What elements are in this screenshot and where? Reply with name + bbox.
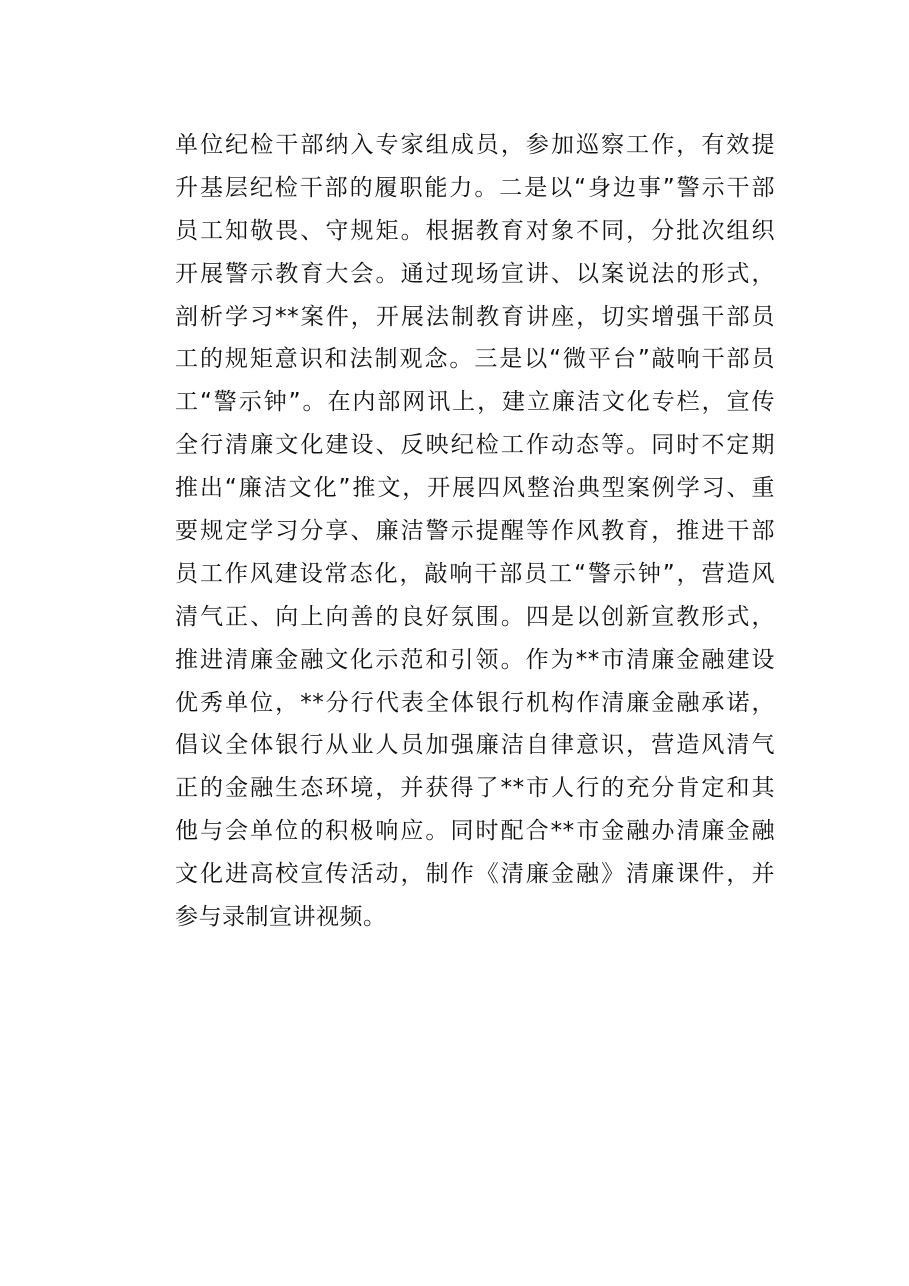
paragraph-line: 员工作风建设常态化，敲响干部员工“警示钟”，营造风 <box>175 560 775 587</box>
paragraph-line: 他与会单位的积极响应。同时配合**市金融办清廉金融 <box>175 818 775 845</box>
paragraph-line: 单位纪检干部纳入专家组成员，参加巡察工作，有效提 <box>175 132 775 158</box>
paragraph-line: 推出“廉洁文化”推文，开展四风整治典型案例学习、重 <box>175 475 775 502</box>
body-paragraph <box>175 124 775 939</box>
paragraph-line: 全行清廉文化建设、反映纪检工作动态等。同时不定期 <box>175 432 775 459</box>
paragraph-line: 要规定学习分享、廉洁警示提醒等作风教育，推进干部 <box>175 518 775 545</box>
paragraph-line: 开展警示教育大会。通过现场宣讲、以案说法的形式， <box>175 260 775 287</box>
paragraph-line: 剖析学习**案件，开展法制教育讲座，切实增强干部员 <box>175 303 775 330</box>
paragraph-line: 员工知敬畏、守规矩。根据教育对象不同，分批次组织 <box>175 217 775 244</box>
paragraph-line: 参与录制宣讲视频。 <box>175 904 387 931</box>
paragraph-line: 文化进高校宣传活动，制作《清廉金融》清廉课件，并 <box>175 861 775 888</box>
paragraph-line: 工“警示钟”。在内部网讯上，建立廉洁文化专栏，宣传 <box>175 389 775 416</box>
paragraph-line: 正的金融生态环境，并获得了**市人行的充分肯定和其 <box>175 775 775 802</box>
paragraph-line: 清气正、向上向善的良好氛围。四是以创新宣教形式， <box>175 603 775 630</box>
paragraph-line: 优秀单位，**分行代表全体银行机构作清廉金融承诺， <box>175 689 775 716</box>
paragraph-line: 倡议全体银行从业人员加强廉洁自律意识，营造风清气 <box>175 732 775 759</box>
paragraph-line: 推进清廉金融文化示范和引领。作为**市清廉金融建设 <box>175 646 775 673</box>
paragraph-line: 工的规矩意识和法制观念。三是以“微平台”敲响干部员 <box>175 346 775 373</box>
paragraph-line: 升基层纪检干部的履职能力。二是以“身边事”警示干部 <box>175 174 775 201</box>
